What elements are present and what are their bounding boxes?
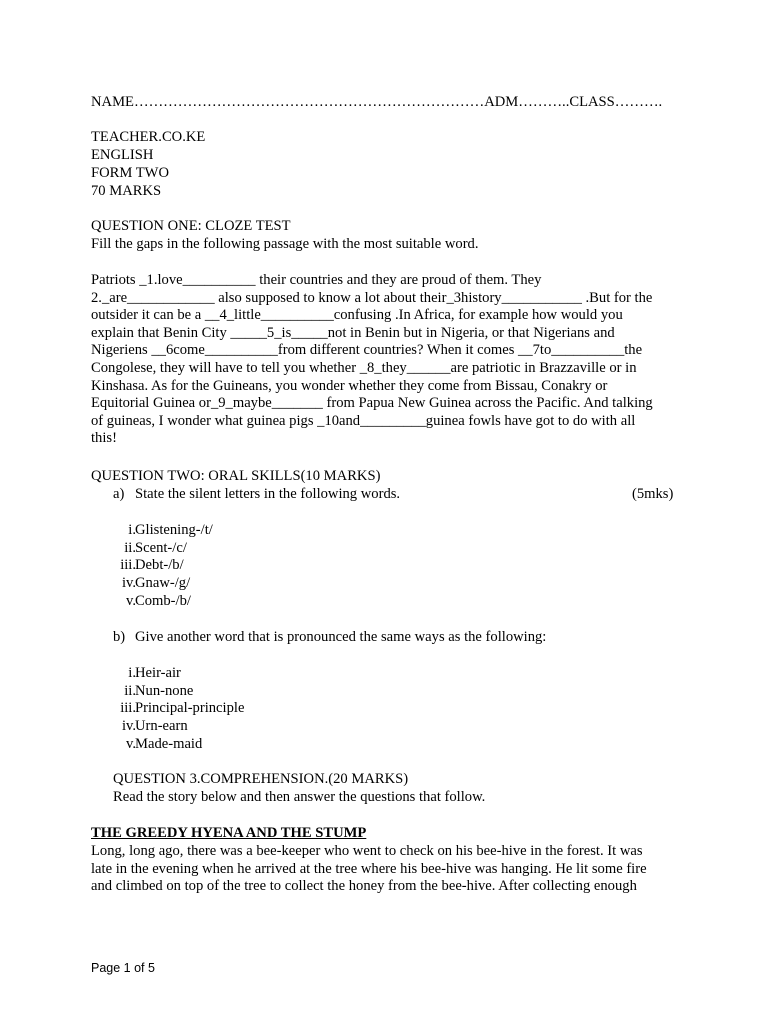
list-item — [91, 557, 691, 575]
q1-instruction: Fill the gaps in the following passage with the most suitable word. — [91, 236, 479, 252]
passage-line: Patriots _1.love__________ their countries and they are proud of them. They — [91, 272, 542, 288]
list-item — [91, 736, 691, 754]
subject: ENGLISH — [91, 147, 154, 163]
passage-line: outsider it can be a __4_little__________confusing .In Africa, for example how would you — [91, 307, 623, 324]
list-item — [91, 718, 691, 736]
story-text — [91, 843, 681, 896]
list-text: Urn-earn — [135, 718, 188, 734]
list-number: ii. — [124, 540, 136, 556]
q3-instruction: Read the story below and then answer the questions that follow. — [113, 789, 486, 805]
list-text: Made-maid — [135, 736, 203, 752]
list-text: Scent-/c/ — [135, 540, 187, 556]
list-text: Gnaw-/g/ — [135, 575, 191, 591]
passage-line: Nigeriens __6come__________from different countries? When it comes __7to__________the — [91, 342, 643, 359]
list-item — [91, 540, 691, 558]
total-marks: 70 MARKS — [91, 183, 162, 199]
passage-line: 2._are____________ also supposed to know a lot about their_3history___________ .But for the — [91, 289, 653, 306]
list-number: iv. — [121, 575, 136, 591]
list-number: ii. — [124, 683, 136, 699]
list-item — [91, 593, 691, 611]
passage-line: explain that Benin City _____5_is_____not in Benin but in Nigeria, or that Nigerians and — [91, 324, 615, 341]
list-item — [91, 665, 691, 683]
list-text: Heir-air — [135, 665, 181, 681]
story-line: Long, long ago, there was a bee-keeper who went to check on his bee-hive in the forest. It was — [91, 843, 643, 859]
list-text: Debt-/b/ — [135, 557, 184, 573]
story-title: THE GREEDY HYENA AND THE STUMP — [91, 825, 367, 841]
passage-line: of guineas, I wonder what guinea pigs _10and_________guinea fowls have got to do with all — [91, 412, 636, 429]
part-a-text: State the silent letters in the following words. — [135, 486, 401, 502]
list-number: v. — [126, 736, 136, 752]
list-number: i. — [128, 665, 136, 681]
q2-part-a — [113, 486, 683, 504]
page-number: Page 1 of 5 — [91, 961, 155, 975]
q2-part-b — [113, 629, 683, 647]
list-text: Nun-none — [135, 683, 194, 699]
part-a-marks: (5mks) — [632, 486, 674, 502]
list-item — [91, 522, 691, 540]
list-number: i. — [128, 522, 136, 538]
part-b-text: Give another word that is pronounced the same ways as the following: — [135, 629, 547, 645]
list-number: iii. — [120, 557, 136, 573]
passage-line: Kinshasa. As for the Guineans, you wonder whether they come from Bissau, Conakry or — [91, 377, 608, 394]
list-number: iii. — [120, 700, 136, 716]
school-name: TEACHER.CO.KE — [91, 129, 206, 145]
story-line: late in the evening when he arrived at the tree where his bee-hive was hanging. He lit some fire — [91, 860, 647, 877]
passage-line: Congolese, they will have to tell you whether _8_they______are patriotic in Brazzaville or in — [91, 359, 637, 376]
form-level: FORM TWO — [91, 165, 169, 181]
list-item — [91, 700, 691, 718]
q1-title: QUESTION ONE: CLOZE TEST — [91, 218, 291, 234]
part-a-marker: a) — [113, 486, 125, 502]
list-number: iv. — [121, 718, 136, 734]
list-item — [91, 683, 691, 701]
list-text: Comb-/b/ — [135, 593, 191, 609]
list-number: v. — [126, 593, 136, 609]
name-adm-class-line: NAME………………………………………………………………ADM………..CLASS………. — [91, 94, 663, 110]
q3-title: QUESTION 3.COMPREHENSION.(20 MARKS) — [113, 771, 409, 787]
passage-line: Equitorial Guinea or_9_maybe_______ from Papua New Guinea across the Pacific. And talking — [91, 395, 653, 412]
passage-line: this! — [91, 430, 117, 447]
list-text: Glistening-/t/ — [135, 522, 213, 538]
list-item — [91, 575, 691, 593]
q2-title: QUESTION TWO: ORAL SKILLS(10 MARKS) — [91, 468, 381, 484]
list-text: Principal-principle — [135, 700, 245, 716]
part-b-marker: b) — [113, 629, 126, 645]
cloze-passage — [91, 272, 681, 448]
story-line: and climbed on top of the tree to collect the honey from the bee-hive. After collecting enough — [91, 878, 637, 895]
